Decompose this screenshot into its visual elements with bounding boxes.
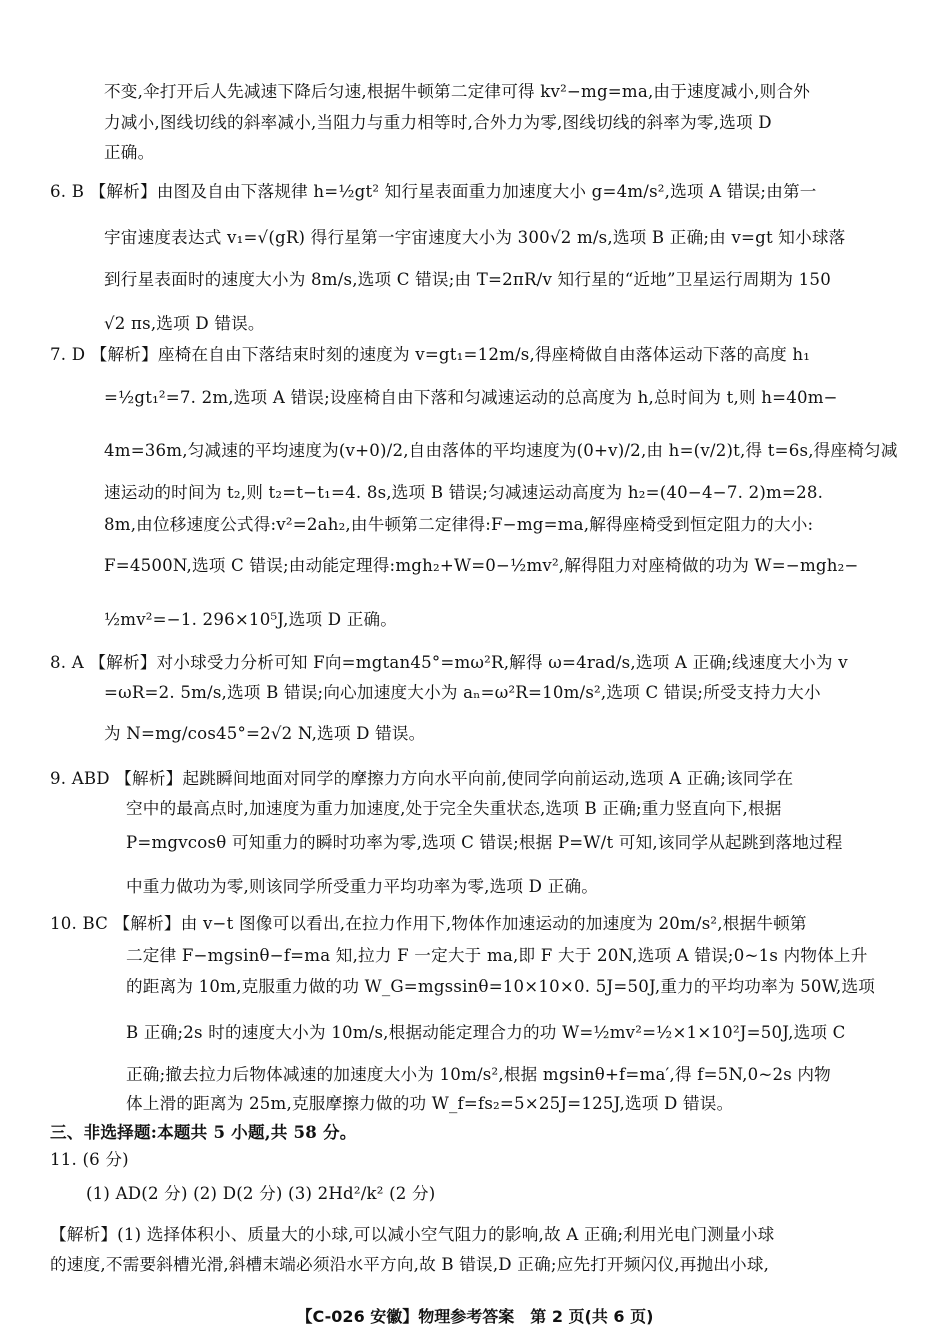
text-line: 【解析】(1) 选择体积小、质量大的小球,可以减小空气阻力的影响,故 A 正确;利用光电门测量小球: [50, 1225, 775, 1244]
question-11-line: 11. (6 分): [50, 1150, 129, 1169]
text-line: 的距离为 10m,克服重力做的功 W_G=mgssinθ=10×10×0. 5J=50J,重力的平均功率为 50W,选项: [126, 977, 876, 996]
text-line: F=4500N,选项 C 错误;由动能定理得:mgh₂+W=0−½mv²,解得阻力对座椅做的功为 W=−mgh₂−: [104, 556, 859, 575]
text-line: 宇宙速度表达式 v₁=√(gR) 得行星第一宇宙速度大小为 300√2 m/s,选项 B 正确;由 v=gt 知小球落: [104, 228, 846, 247]
text-line: 8m,由位移速度公式得:v²=2ah₂,由牛顿第二定律得:F−mg=ma,解得座椅受到恒定阻力的大小:: [104, 515, 814, 534]
question-10-line: 10. BC 【解析】由 v−t 图像可以看出,在拉力作用下,物体作加速运动的加速度为 20m/s²,根据牛顿第: [50, 914, 807, 933]
text-line: 速运动的时间为 t₂,则 t₂=t−t₁=4. 8s,选项 B 错误;匀减速运动高度为 h₂=(40−4−7. 2)m=28.: [104, 483, 824, 502]
text-line: 到行星表面时的速度大小为 8m/s,选项 C 错误;由 T=2πR/v 知行星的“近地”卫星运行周期为 150: [104, 270, 831, 289]
text-line: 中重力做功为零,则该同学所受重力平均功率为零,选项 D 正确。: [126, 877, 599, 896]
text-line: 为 N=mg/cos45°=2√2 N,选项 D 错误。: [104, 724, 426, 743]
text-line: P=mgvcosθ 可知重力的瞬时功率为零,选项 C 错误;根据 P=W/t 可知,该同学从起跳到落地过程: [126, 833, 843, 852]
text-line: =ωR=2. 5m/s,选项 B 错误;向心加速度大小为 aₙ=ω²R=10m/s²,选项 C 错误;所受支持力大小: [104, 683, 821, 702]
section-heading: 三、非选择题:本题共 5 小题,共 58 分。: [50, 1122, 357, 1142]
text-line: 体上滑的距离为 25m,克服摩擦力做的功 W_f=fs₂=5×25J=125J,选项 D 错误。: [126, 1094, 734, 1113]
text-line: 的速度,不需要斜槽光滑,斜槽末端必须沿水平方向,故 B 错误,D 正确;应先打开频闪仪,再抛出小球,: [50, 1255, 770, 1274]
text-line: 空中的最高点时,加速度为重力加速度,处于完全失重状态,选项 B 正确;重力竖直向下,根据: [126, 799, 782, 818]
text-line: =½gt₁²=7. 2m,选项 A 错误;设座椅自由下落和匀减速运动的总高度为 h,总时间为 t,则 h=40m−: [104, 388, 838, 407]
text-line: 正确。: [104, 143, 155, 162]
text-line: 力减小,图线切线的斜率减小,当阻力与重力相等时,合外力为零,图线切线的斜率为零,选项 D: [104, 113, 772, 132]
text-line: 不变,伞打开后人先减速下降后匀速,根据牛顿第二定律可得 kv²−mg=ma,由于速度减小,则合外: [104, 82, 811, 101]
page-footer: 【C-026 安徽】物理参考答案 第 2 页(共 6 页): [296, 1307, 654, 1326]
question-8-line: 8. A 【解析】对小球受力分析可知 F向=mgtan45°=mω²R,解得 ω=4rad/s,选项 A 正确;线速度大小为 v: [50, 653, 848, 672]
question-7-line: 7. D 【解析】座椅在自由下落结束时刻的速度为 v=gt₁=12m/s,得座椅做自由落体运动下落的高度 h₁: [50, 345, 811, 364]
question-6-line: 6. B 【解析】由图及自由下落规律 h=½gt² 知行星表面重力加速度大小 g=4m/s²,选项 A 错误;由第一: [50, 182, 817, 201]
question-9-line: 9. ABD 【解析】起跳瞬间地面对同学的摩擦力方向水平向前,使同学向前运动,选项 A 正确;该同学在: [50, 769, 794, 788]
text-line: 正确;撤去拉力后物体减速的加速度大小为 10m/s²,根据 mgsinθ+f=ma′,得 f=5N,0~2s 内物: [126, 1065, 831, 1084]
text-line: ½mv²=−1. 296×10⁵J,选项 D 正确。: [104, 610, 398, 629]
text-line: 二定律 F−mgsinθ−f=ma 知,拉力 F 一定大于 ma,即 F 大于 20N,选项 A 错误;0~1s 内物体上升: [126, 946, 868, 965]
text-line: 4m=36m,匀减速的平均速度为(v+0)/2,自由落体的平均速度为(0+v)/2,由 h=(v/2)t,得 t=6s,得座椅匀减: [104, 441, 898, 460]
answer-line: (1) AD(2 分) (2) D(2 分) (3) 2Hd²/k² (2 分): [86, 1184, 436, 1203]
text-line: √2 πs,选项 D 错误。: [104, 314, 265, 333]
text-line: B 正确;2s 时的速度大小为 10m/s,根据动能定理合力的功 W=½mv²=½×1×10²J=50J,选项 C: [126, 1023, 846, 1042]
